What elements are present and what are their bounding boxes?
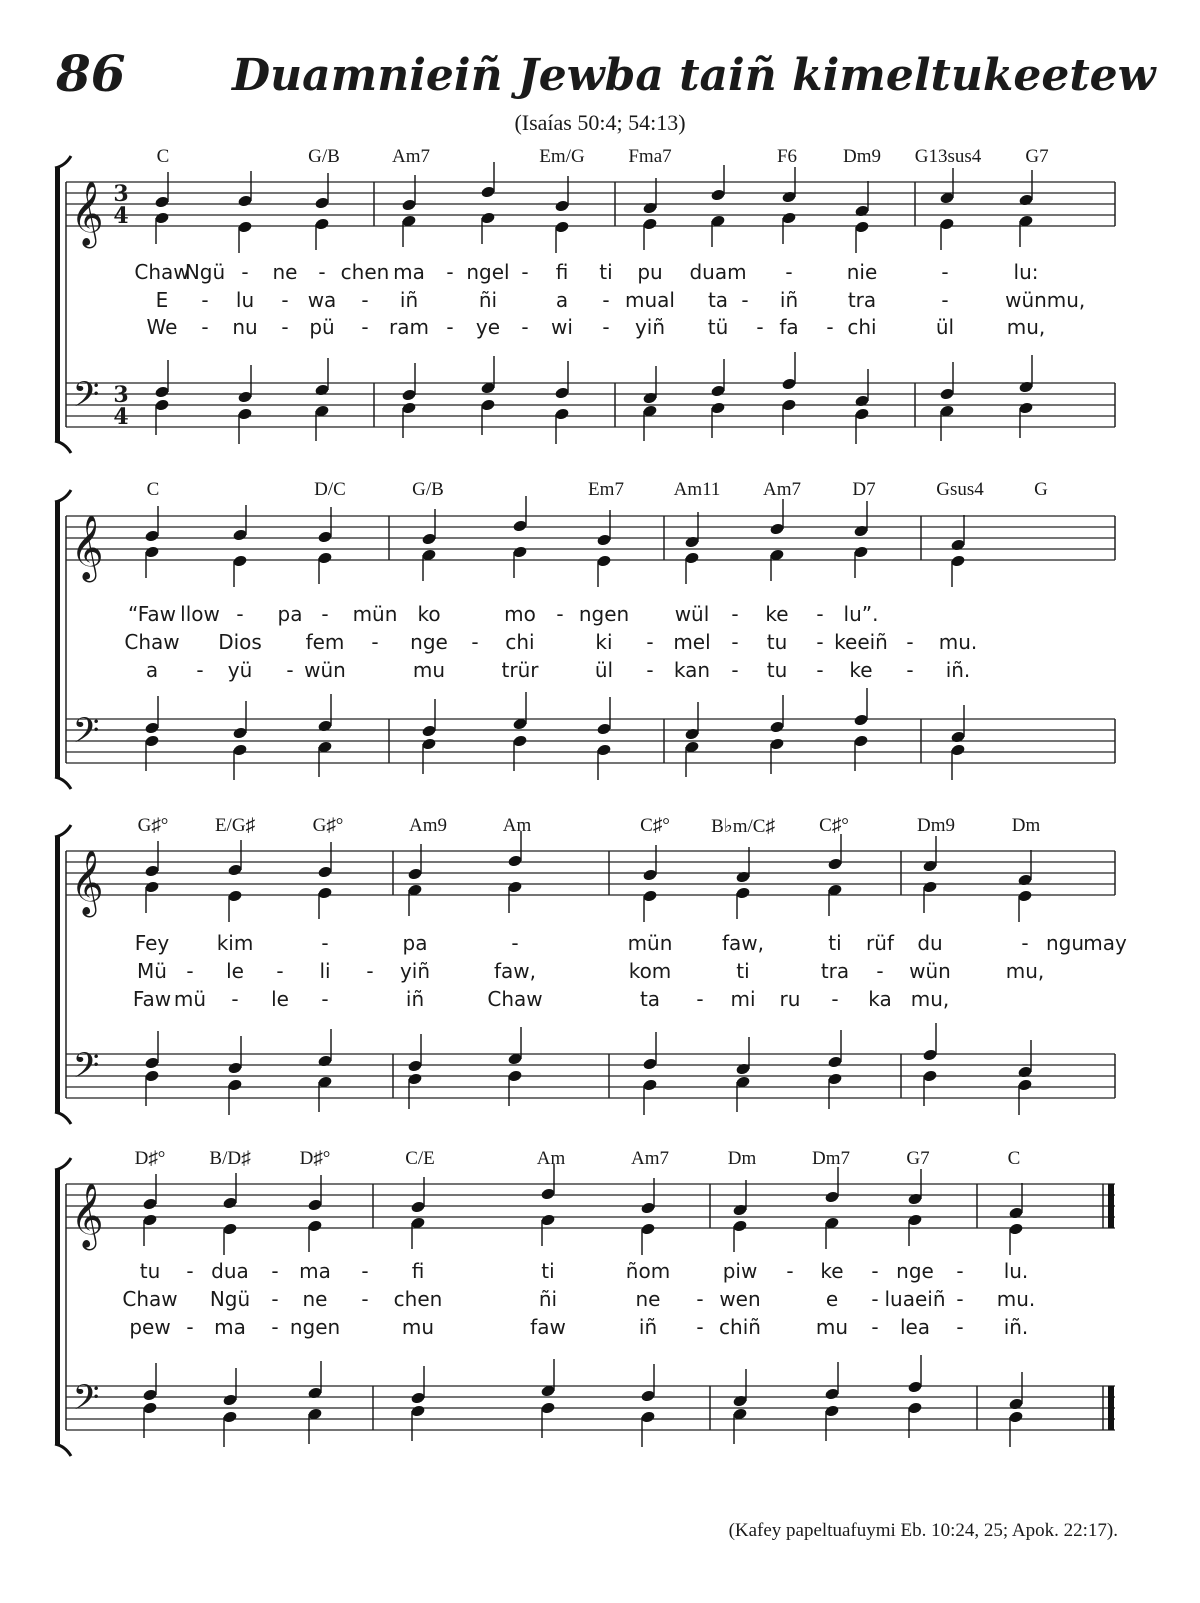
chord-symbol: Em/G xyxy=(539,146,585,167)
lyric-hyphen: - xyxy=(321,931,329,955)
lyric-syllable: mi xyxy=(730,987,756,1011)
lyric-hyphen: - xyxy=(521,260,529,284)
lyric-syllable: lu: xyxy=(1013,260,1039,284)
chord-symbol: G13sus4 xyxy=(914,146,982,167)
chord-symbol: D♯° xyxy=(134,1148,166,1169)
bass-clef-icon: 𝄢 xyxy=(72,710,100,759)
bass-clef-icon: 𝄢 xyxy=(72,1377,100,1426)
lyric-syllable: fi xyxy=(411,1259,425,1283)
lyric-syllable: trür xyxy=(501,658,539,682)
lyric-hyphen: - xyxy=(941,260,949,284)
lyric-hyphen: - xyxy=(201,288,209,312)
lyric-hyphen: - xyxy=(271,1287,279,1311)
chord-symbol: C xyxy=(156,146,170,167)
lyric-hyphen: - xyxy=(696,1287,704,1311)
lyric-hyphen: - xyxy=(446,315,454,339)
lyric-syllable: li xyxy=(319,959,331,983)
lyric-syllable: wen xyxy=(719,1287,761,1311)
time-signature-bottom: 4 xyxy=(113,404,129,430)
lyric-syllable: tu xyxy=(766,630,788,654)
lyric-hyphen: - xyxy=(646,630,654,654)
lyric-syllable: mü xyxy=(173,987,207,1011)
lyric-syllable: pu xyxy=(637,260,663,284)
lyric-syllable: nge xyxy=(410,630,448,654)
lyric-hyphen: - xyxy=(201,315,209,339)
lyric-syllable: a xyxy=(555,288,569,312)
chord-symbol: D/C xyxy=(314,479,346,500)
lyric-syllable: mün xyxy=(627,931,673,955)
lyric-hyphen: - xyxy=(816,658,824,682)
lyric-syllable: mel xyxy=(673,630,711,654)
lyric-syllable: ta xyxy=(639,987,661,1011)
bracket-top-curl xyxy=(55,1158,71,1170)
lyric-syllable: wün xyxy=(909,959,951,983)
lyric-syllable: iñ. xyxy=(945,658,971,682)
chord-symbol: Am7 xyxy=(631,1148,669,1169)
bracket-top-curl xyxy=(55,825,71,837)
lyric-syllable: Chaw xyxy=(134,260,190,284)
time-signature-top: 3 xyxy=(113,181,129,207)
lyric-syllable: rüf xyxy=(866,931,894,955)
lyric-hyphen: - xyxy=(646,658,654,682)
lyric-hyphen: - xyxy=(196,658,204,682)
lyric-syllable: ül xyxy=(594,658,614,682)
lyric-syllable: ñom xyxy=(625,1259,671,1283)
chord-symbol: Am11 xyxy=(673,479,721,500)
chord-symbol: C xyxy=(146,479,160,500)
lyric-hyphen: - xyxy=(785,260,793,284)
chord-symbol: B/D♯ xyxy=(209,1148,251,1169)
lyric-syllable: mo xyxy=(504,602,536,626)
lyric-hyphen: - xyxy=(756,315,764,339)
lyric-hyphen: - xyxy=(231,987,239,1011)
lyric-syllable: ti xyxy=(599,260,613,284)
lyric-hyphen: - xyxy=(521,315,529,339)
lyric-hyphen: - xyxy=(271,1315,279,1339)
lyric-syllable: lu xyxy=(235,288,255,312)
lyric-syllable: ram xyxy=(389,315,429,339)
lyric-hyphen: - xyxy=(241,260,249,284)
lyric-hyphen: - xyxy=(281,288,289,312)
lyric-hyphen: - xyxy=(186,1259,194,1283)
lyric-syllable: lea xyxy=(899,1315,931,1339)
lyric-syllable: ñi xyxy=(478,288,498,312)
chord-symbol: Fma7 xyxy=(628,146,672,167)
chord-symbol: Am xyxy=(502,815,532,836)
lyric-syllable: ül xyxy=(935,315,955,339)
lyric-syllable: faw, xyxy=(493,959,537,983)
chord-symbol: D♯° xyxy=(299,1148,331,1169)
lyric-syllable: fi xyxy=(555,260,569,284)
lyric-hyphen: - xyxy=(1021,931,1029,955)
lyric-syllable: iñ. xyxy=(1003,1315,1029,1339)
lyric-syllable: kom xyxy=(628,959,672,983)
lyric-syllable: yü xyxy=(227,658,253,682)
lyric-syllable: e xyxy=(825,1287,839,1311)
hymn-title: Duamnieiñ Jewba taiñ kimeltukeetew xyxy=(232,50,1156,101)
lyric-syllable: iñ xyxy=(638,1315,658,1339)
lyric-hyphen: - xyxy=(321,602,329,626)
lyric-syllable: nu xyxy=(232,315,258,339)
lyric-hyphen: - xyxy=(871,1287,879,1311)
chord-symbol: Am9 xyxy=(409,815,447,836)
chord-symbol: Dm7 xyxy=(812,1148,850,1169)
lyric-syllable: mu, xyxy=(1006,315,1046,339)
lyric-syllable: mu xyxy=(401,1315,435,1339)
lyric-hyphen: - xyxy=(511,931,519,955)
lyric-syllable: yiñ xyxy=(634,315,666,339)
lyric-syllable: pa xyxy=(402,931,428,955)
lyric-hyphen: - xyxy=(826,315,834,339)
lyric-syllable: ngen xyxy=(578,602,630,626)
chord-symbol: E/G♯ xyxy=(214,815,256,836)
lyric-hyphen: - xyxy=(236,602,244,626)
lyric-hyphen: - xyxy=(321,987,329,1011)
lyric-hyphen: - xyxy=(956,1315,964,1339)
lyric-syllable: chiñ xyxy=(719,1315,761,1339)
lyric-hyphen: - xyxy=(741,288,749,312)
lyric-syllable: nge xyxy=(896,1259,934,1283)
lyric-hyphen: - xyxy=(602,288,610,312)
lyric-syllable: dua xyxy=(211,1259,249,1283)
time-signature-top: 3 xyxy=(113,382,129,408)
lyric-hyphen: - xyxy=(816,630,824,654)
lyric-syllable: Chaw xyxy=(122,1287,178,1311)
bracket-top-curl xyxy=(55,156,71,168)
lyric-syllable: ke xyxy=(820,1259,844,1283)
lyric-hyphen: - xyxy=(186,959,194,983)
system-bracket xyxy=(55,1170,60,1444)
lyric-syllable: duam xyxy=(689,260,747,284)
lyric-hyphen: - xyxy=(871,1315,879,1339)
lyric-syllable: wa xyxy=(307,288,337,312)
chord-symbol: D7 xyxy=(852,479,876,500)
lyric-syllable: ma xyxy=(393,260,425,284)
system-bracket xyxy=(55,502,60,777)
lyric-syllable: nie xyxy=(846,260,878,284)
lyric-hyphen: - xyxy=(831,987,839,1011)
lyric-hyphen: - xyxy=(371,630,379,654)
lyric-syllable: Chaw xyxy=(124,630,180,654)
chord-symbol: G7 xyxy=(906,1148,930,1169)
lyric-syllable: ka xyxy=(868,987,892,1011)
lyric-syllable: lu. xyxy=(1003,1259,1029,1283)
lyric-syllable: fem xyxy=(305,630,345,654)
lyric-syllable: pew xyxy=(129,1315,171,1339)
lyric-syllable: llow xyxy=(180,602,220,626)
scripture-reference: (Isaías 50:4; 54:13) xyxy=(514,110,686,135)
lyric-syllable: tu xyxy=(139,1259,161,1283)
chord-symbol: Em7 xyxy=(588,479,624,500)
chord-symbol: B♭m/C♯ xyxy=(711,816,775,837)
lyric-syllable: piw xyxy=(722,1259,758,1283)
chord-symbol: C♯° xyxy=(640,815,670,836)
lyric-syllable: faw, xyxy=(721,931,765,955)
lyric-syllable: pü xyxy=(309,315,335,339)
lyric-syllable: ngu xyxy=(1045,931,1085,955)
chord-symbol: Dm9 xyxy=(917,815,955,836)
lyric-hyphen: - xyxy=(366,959,374,983)
lyric-syllable: Mü xyxy=(137,959,167,983)
lyric-syllable: le xyxy=(226,959,244,983)
lyric-hyphen: - xyxy=(446,260,454,284)
lyric-syllable: lu”. xyxy=(843,602,879,626)
chord-symbol: Dm xyxy=(727,1148,757,1169)
lyric-hyphen: - xyxy=(361,1259,369,1283)
lyric-hyphen: - xyxy=(696,987,704,1011)
lyric-hyphen: - xyxy=(941,288,949,312)
lyric-syllable: kim xyxy=(216,931,254,955)
lyric-hyphen: - xyxy=(276,959,284,983)
lyric-hyphen: - xyxy=(956,1259,964,1283)
lyric-hyphen: - xyxy=(956,1287,964,1311)
treble-clef-icon: 𝄞 xyxy=(70,181,104,246)
lyric-syllable: mu, xyxy=(1046,288,1086,312)
chord-symbol: G7 xyxy=(1025,146,1049,167)
lyric-hyphen: - xyxy=(816,602,824,626)
lyric-syllable: Ngü xyxy=(184,260,226,284)
lyric-syllable: fa xyxy=(779,315,799,339)
lyric-hyphen: - xyxy=(871,1259,879,1283)
final-bar-thick xyxy=(1108,1184,1114,1228)
lyric-syllable: mu xyxy=(815,1315,849,1339)
chord-symbol: Am7 xyxy=(392,146,430,167)
lyric-syllable: pa xyxy=(277,602,303,626)
lyric-hyphen: - xyxy=(906,658,914,682)
chord-symbol: F6 xyxy=(776,146,798,167)
lyric-syllable: wün xyxy=(1005,288,1047,312)
lyric-syllable: le xyxy=(271,987,289,1011)
chord-symbol: Gsus4 xyxy=(936,479,984,500)
lyric-syllable: mual xyxy=(625,288,675,312)
chord-symbol: G♯° xyxy=(137,815,169,836)
lyric-syllable: mu. xyxy=(938,630,978,654)
lyric-syllable: faw xyxy=(530,1315,566,1339)
lyric-syllable: E xyxy=(155,288,169,312)
lyric-syllable: iñ xyxy=(405,987,425,1011)
bracket-bottom-curl xyxy=(55,441,71,453)
lyric-syllable: “Faw xyxy=(127,602,177,626)
treble-clef-icon: 𝄞 xyxy=(70,1183,104,1248)
lyric-hyphen: - xyxy=(271,1259,279,1283)
lyric-syllable: wi xyxy=(551,315,573,339)
lyric-hyphen: - xyxy=(731,602,739,626)
lyric-hyphen: - xyxy=(361,315,369,339)
lyric-hyphen: - xyxy=(361,1287,369,1311)
lyric-hyphen: - xyxy=(361,288,369,312)
chord-symbol: G xyxy=(1034,479,1048,500)
lyric-syllable: ko xyxy=(417,602,441,626)
lyric-syllable: chen xyxy=(340,260,390,284)
lyric-syllable: tra xyxy=(847,288,877,312)
lyric-hyphen: - xyxy=(602,315,610,339)
chord-symbol: C/E xyxy=(405,1148,435,1169)
lyric-syllable: mu. xyxy=(996,1287,1036,1311)
chord-symbol: Am7 xyxy=(763,479,801,500)
bracket-bottom-curl xyxy=(55,1444,71,1456)
chord-symbol: C♯° xyxy=(819,815,849,836)
lyric-syllable: wül xyxy=(674,602,710,626)
chord-symbol: C xyxy=(1007,1148,1021,1169)
lyric-syllable: mu xyxy=(412,658,446,682)
lyric-syllable: ñi xyxy=(538,1287,558,1311)
lyric-syllable: ti xyxy=(828,931,842,955)
final-bar-thick xyxy=(1108,1386,1114,1430)
lyric-hyphen: - xyxy=(731,658,739,682)
lyric-syllable: luaeiñ xyxy=(884,1287,946,1311)
chord-symbol: Dm9 xyxy=(843,146,881,167)
lyric-syllable: Ngü xyxy=(209,1287,251,1311)
lyric-syllable: ma xyxy=(299,1259,331,1283)
bracket-top-curl xyxy=(55,490,71,502)
lyric-syllable: may xyxy=(1083,931,1127,955)
chord-symbol: G♯° xyxy=(312,815,344,836)
lyric-syllable: ma xyxy=(214,1315,246,1339)
lyric-syllable: ngen xyxy=(289,1315,341,1339)
lyric-hyphen: - xyxy=(696,1315,704,1339)
lyric-syllable: ta xyxy=(707,288,729,312)
lyric-syllable: iñ xyxy=(779,288,799,312)
lyric-hyphen: - xyxy=(318,260,326,284)
lyric-syllable: tra xyxy=(820,959,850,983)
lyric-syllable: Chaw xyxy=(487,987,543,1011)
lyric-syllable: Faw xyxy=(132,987,172,1011)
lyric-syllable: ki xyxy=(595,630,613,654)
lyric-syllable: tü xyxy=(707,315,729,339)
lyric-syllable: a xyxy=(145,658,159,682)
lyric-hyphen: - xyxy=(731,630,739,654)
lyric-syllable: chi xyxy=(505,630,535,654)
lyric-syllable: Fey xyxy=(134,931,170,955)
lyric-syllable: ngel xyxy=(466,260,510,284)
lyric-syllable: wün xyxy=(304,658,346,682)
lyric-syllable: ti xyxy=(541,1259,555,1283)
lyric-hyphen: - xyxy=(186,1315,194,1339)
bracket-bottom-curl xyxy=(55,777,71,789)
lyric-syllable: keeiñ xyxy=(834,630,888,654)
lyric-hyphen: - xyxy=(556,602,564,626)
chord-symbol: Am xyxy=(536,1148,566,1169)
lyric-syllable: du xyxy=(917,931,943,955)
bass-clef-icon: 𝄢 xyxy=(72,1045,100,1094)
lyric-syllable: iñ xyxy=(399,288,419,312)
lyric-syllable: ti xyxy=(736,959,750,983)
chord-symbol: Dm xyxy=(1011,815,1041,836)
lyric-syllable: Dios xyxy=(218,630,262,654)
system-bracket xyxy=(55,168,60,441)
lyric-syllable: ye xyxy=(475,315,501,339)
lyric-syllable: mün xyxy=(352,602,398,626)
hymn-number: 86 xyxy=(56,44,126,103)
lyric-syllable: kan xyxy=(673,658,711,682)
lyric-hyphen: - xyxy=(286,658,294,682)
lyric-syllable: ne xyxy=(635,1287,661,1311)
lyric-hyphen: - xyxy=(281,315,289,339)
time-signature-bottom: 4 xyxy=(113,203,129,229)
chord-symbol: G/B xyxy=(412,479,444,500)
lyric-hyphen: - xyxy=(876,959,884,983)
lyric-syllable: chen xyxy=(393,1287,443,1311)
lyric-syllable: ru xyxy=(779,987,801,1011)
lyric-syllable: tu xyxy=(766,658,788,682)
lyric-hyphen: - xyxy=(906,630,914,654)
bracket-bottom-curl xyxy=(55,1112,71,1124)
treble-clef-icon: 𝄞 xyxy=(70,850,104,915)
lyric-hyphen: - xyxy=(471,630,479,654)
chord-symbol: G/B xyxy=(308,146,340,167)
lyric-syllable: yiñ xyxy=(399,959,431,983)
footnote: (Kafey papeltuafuymi Eb. 10:24, 25; Apok. 22:17). xyxy=(728,1520,1118,1541)
lyric-syllable: ne xyxy=(272,260,298,284)
lyric-syllable: chi xyxy=(847,315,877,339)
lyric-hyphen: - xyxy=(786,1259,794,1283)
lyric-syllable: ne xyxy=(302,1287,328,1311)
lyric-syllable: mu, xyxy=(910,987,950,1011)
lyric-syllable: ke xyxy=(849,658,873,682)
lyric-syllable: We xyxy=(146,315,178,339)
system-bracket xyxy=(55,837,60,1112)
lyric-syllable: ke xyxy=(765,602,789,626)
bass-clef-icon: 𝄢 xyxy=(72,374,100,423)
lyric-syllable: mu, xyxy=(1005,959,1045,983)
treble-clef-icon: 𝄞 xyxy=(70,515,104,580)
